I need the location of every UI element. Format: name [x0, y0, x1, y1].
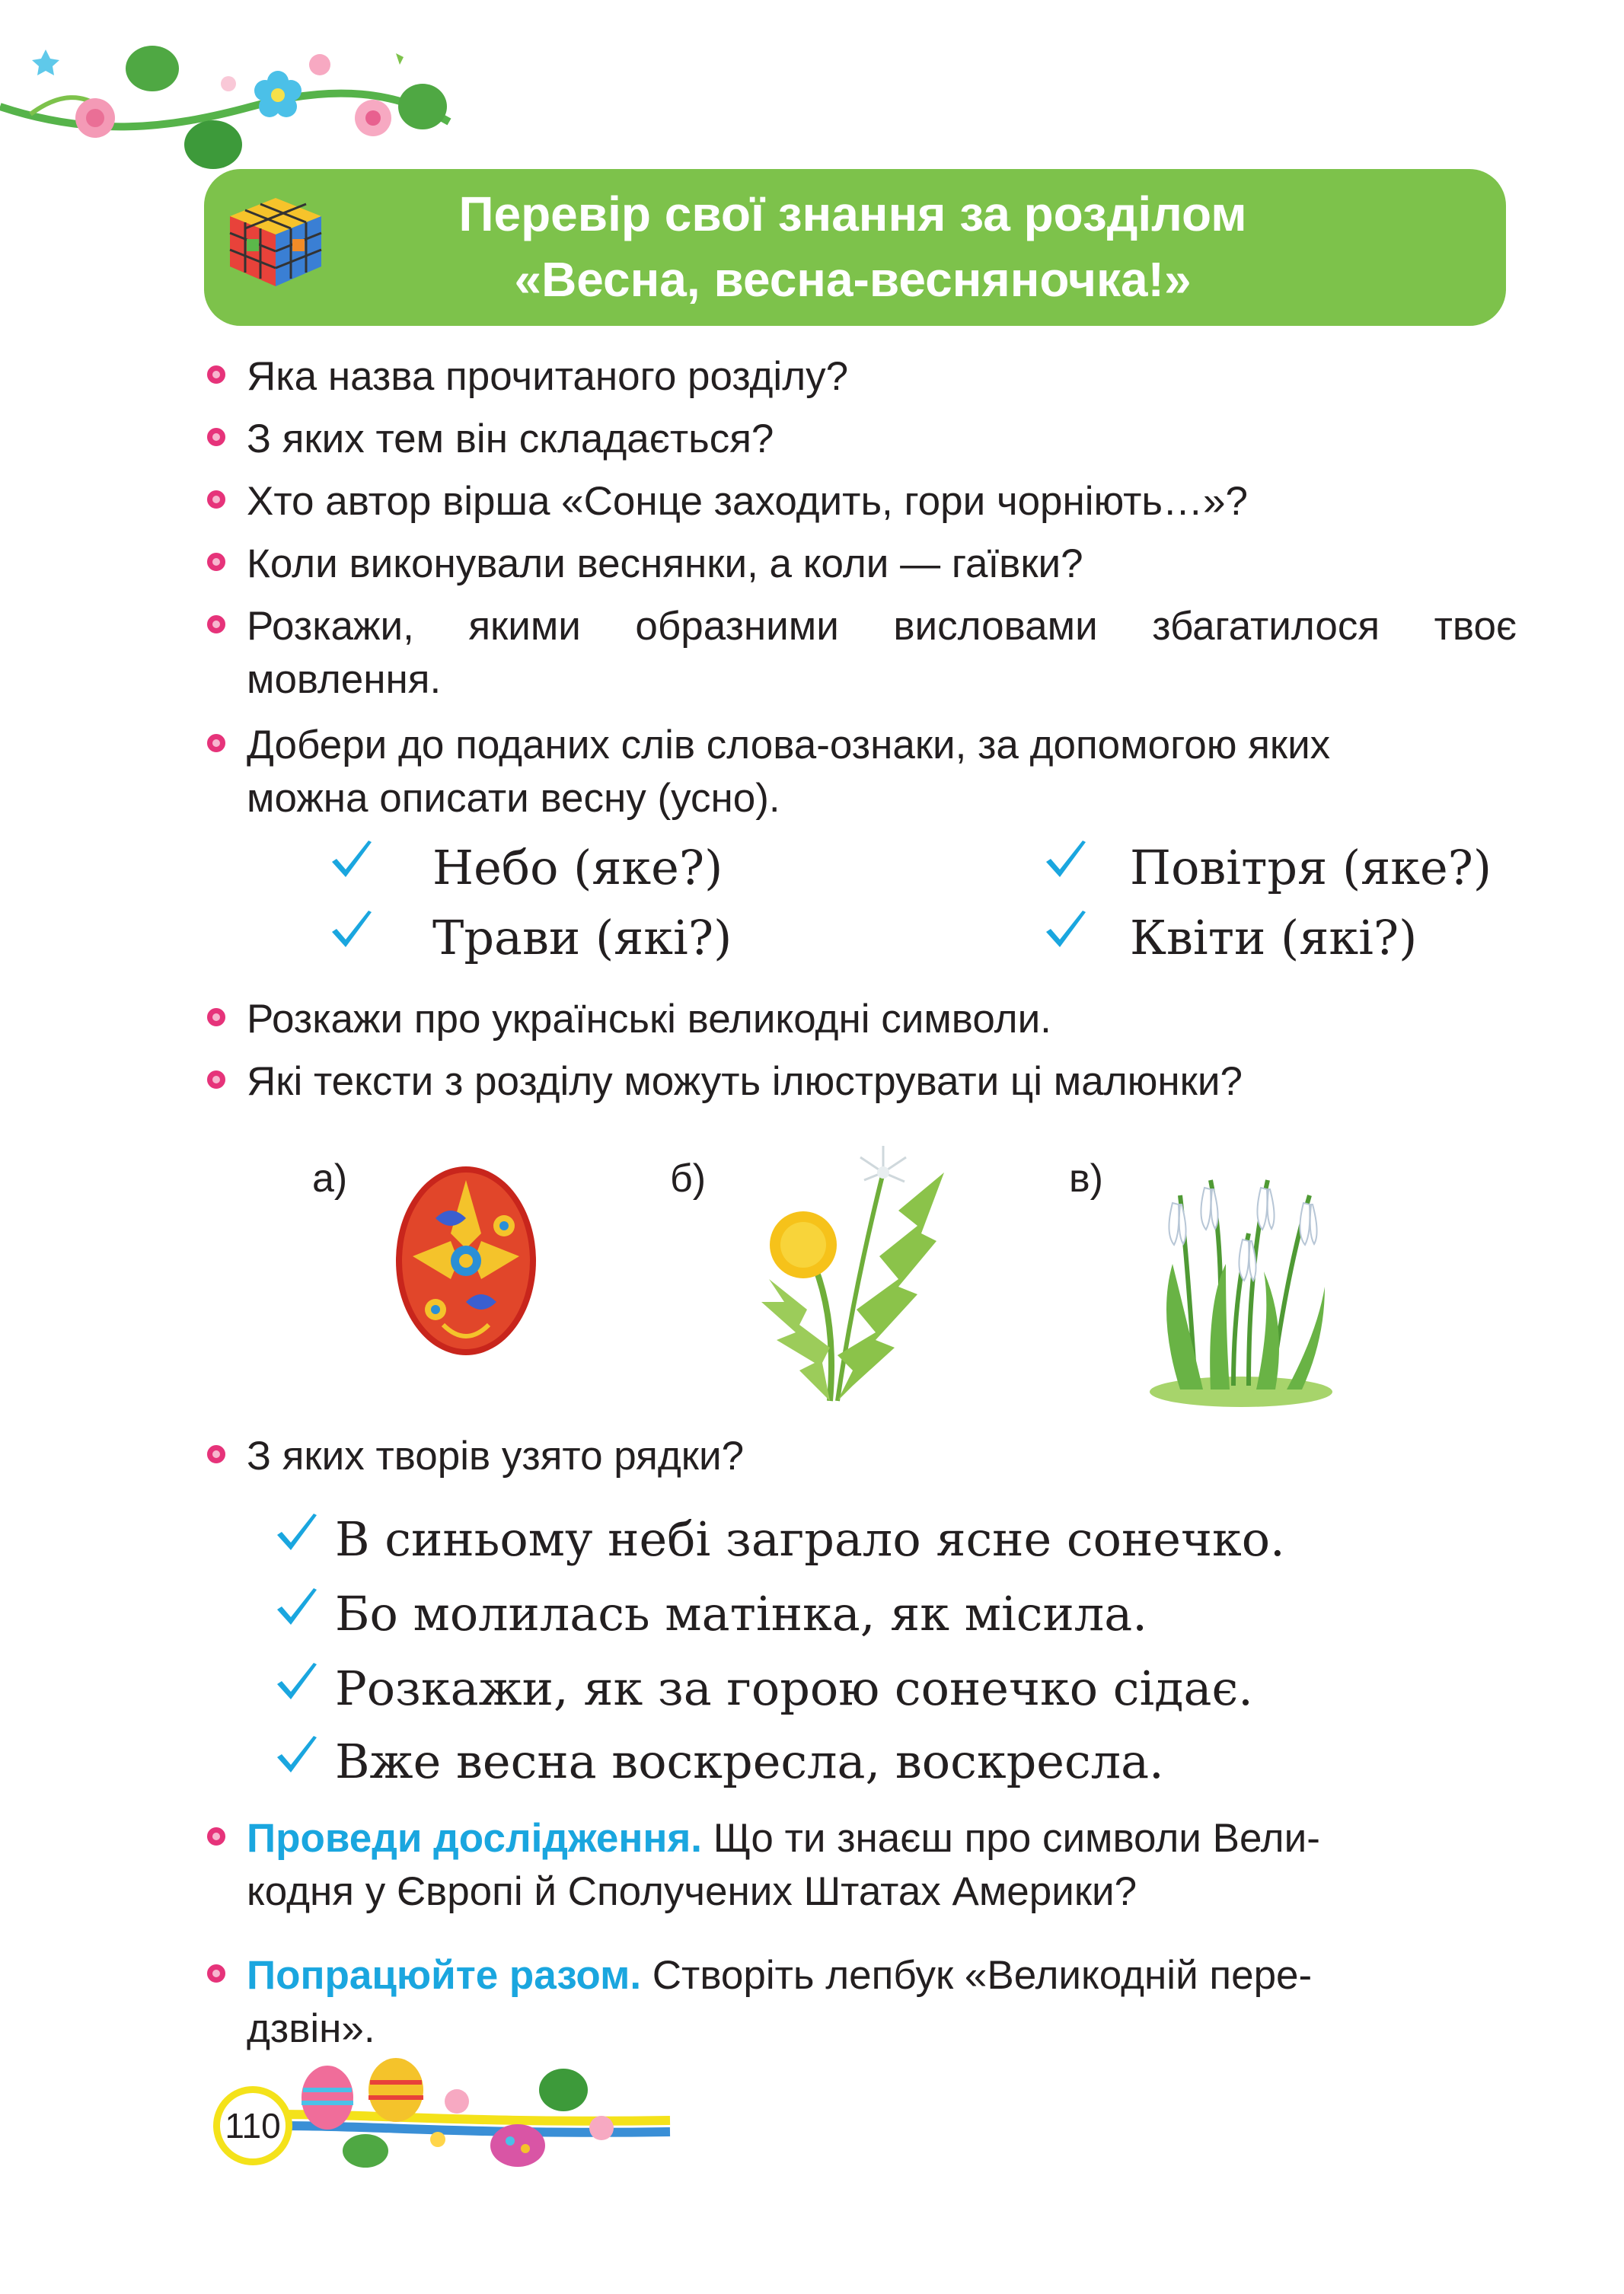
bullet-icon	[207, 553, 225, 571]
checkmark-icon	[273, 1658, 321, 1707]
rubiks-cube-icon	[222, 192, 329, 291]
snowdrops-icon	[1134, 1150, 1340, 1409]
quoted-line-1: В синьому небі заграло ясне сонечко.	[335, 1511, 1285, 1567]
banner-title-line1: Перевір свої знання за розділом	[458, 187, 1247, 241]
question-3: Хто автор вірша «Сонце заходить, гори чорніють…»?	[207, 475, 1517, 528]
checkmark-icon	[1042, 906, 1090, 955]
question-11: Попрацюйте разом. Створіть лепбук «Великодній пере- дзвін».	[207, 1949, 1517, 2056]
bullet-icon	[207, 734, 225, 752]
question-9: З яких творів узято рядки?	[207, 1430, 1517, 1483]
bullet-icon	[207, 1070, 225, 1089]
banner-title	[335, 181, 1370, 312]
question-2: З яких тем він складається?	[207, 413, 1517, 466]
question-8: Які тексти з розділу можуть ілюструвати ці малюнки?	[207, 1055, 1517, 1109]
page-number: 110	[213, 2086, 292, 2165]
bullet-icon	[207, 615, 225, 633]
quoted-line-3: Розкажи, як за горою сонечко сідає.	[335, 1661, 1253, 1716]
bullet-icon	[207, 1445, 225, 1463]
checkmark-icon	[327, 836, 376, 885]
bullet-icon	[207, 1964, 225, 1983]
word-prompt-sky: Небо (яке?)	[432, 840, 723, 895]
word-prompt-flowers: Квіти (які?)	[1130, 910, 1418, 965]
spring-garland-decoration	[0, 23, 457, 175]
picture-label-a: а)	[312, 1157, 348, 1201]
question-1: Яка назва прочитаного розділу?	[207, 350, 1517, 404]
banner-title-line2: «Весна, весна-весняночка!»	[514, 252, 1192, 307]
dandelion-icon	[723, 1142, 967, 1409]
checkmark-icon	[273, 1731, 321, 1780]
picture-label-c: в)	[1069, 1157, 1103, 1201]
research-task-label: Проведи дослідження.	[247, 1816, 703, 1861]
picture-label-b: б)	[670, 1157, 707, 1201]
bullet-icon	[207, 490, 225, 509]
bullet-icon	[207, 1008, 225, 1026]
question-6: Добери до поданих слів слова-ознаки, за допомогою яких можна описати весну (усно).	[207, 719, 1517, 825]
bullet-icon	[207, 365, 225, 384]
question-4: Коли виконували веснянки, а коли — гаївки?	[207, 538, 1517, 591]
quoted-line-2: Бо молилась матінка, як місила.	[335, 1586, 1147, 1642]
question-7: Розкажи про українські великодні символи.	[207, 993, 1517, 1046]
checkmark-icon	[273, 1584, 321, 1632]
group-task-label: Попрацюйте разом.	[247, 1953, 642, 1998]
question-10: Проведи дослідження. Що ти знаєш про символи Вели- кодня у Європі й Сполучених Штатах Америки?	[207, 1812, 1517, 1919]
bullet-icon	[207, 428, 225, 446]
checkmark-icon	[327, 906, 376, 955]
pysanka-egg-icon	[390, 1150, 542, 1363]
word-prompt-air: Повітря (яке?)	[1130, 840, 1492, 895]
word-prompt-grass: Трави (які?)	[432, 910, 732, 965]
checkmark-icon	[273, 1509, 321, 1558]
question-5: Розкажи, якими образними висловами збагатилося твоє мовлення.	[207, 600, 1517, 707]
bullet-icon	[207, 1827, 225, 1846]
quoted-line-4: Вже весна воскресла, воскресла.	[335, 1734, 1164, 1789]
checkmark-icon	[1042, 836, 1090, 885]
